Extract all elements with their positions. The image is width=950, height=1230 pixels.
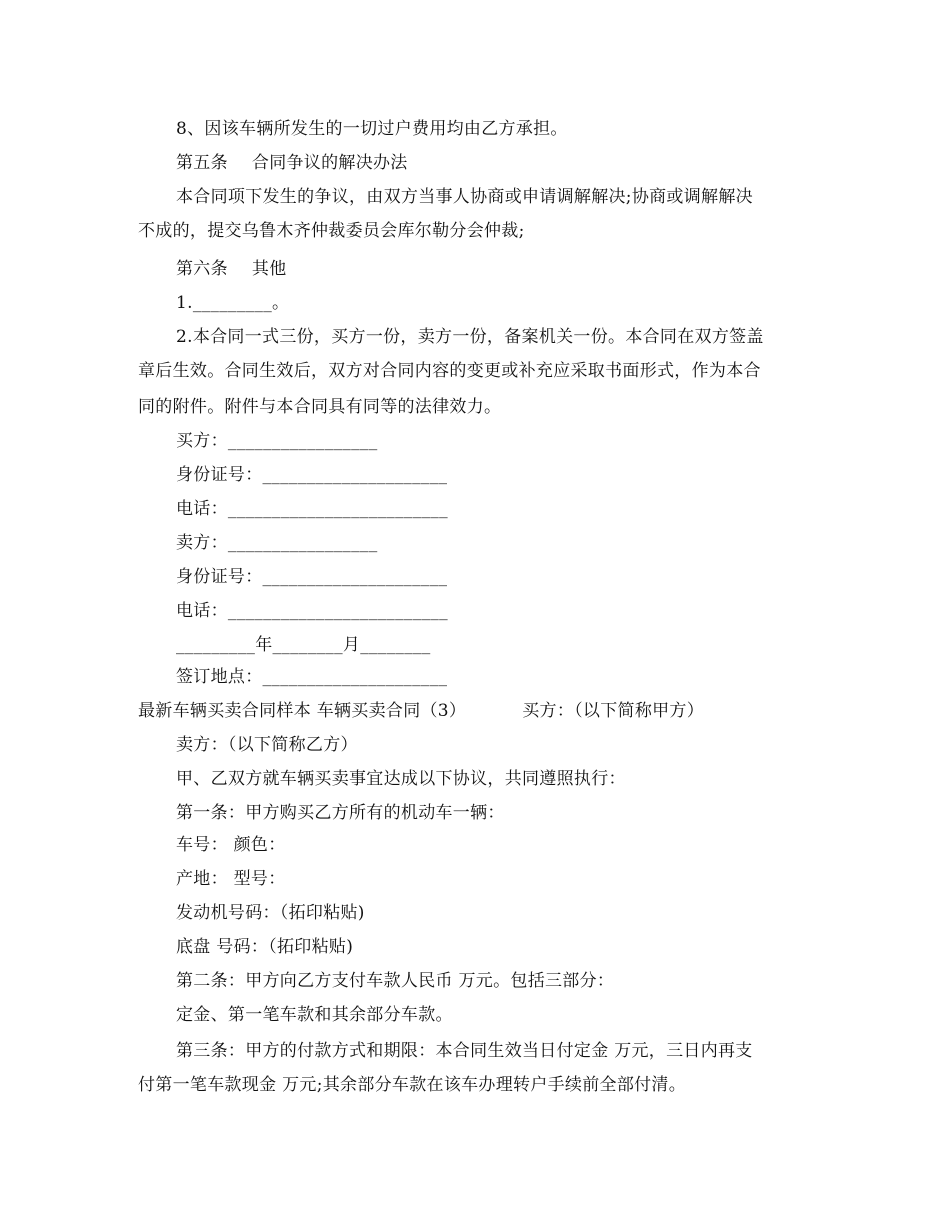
article-2-text: 第二条：甲方向乙方支付车款人民币 万元。包括三部分： [176, 971, 615, 991]
agreement-intro: 甲、乙双方就车辆买卖事宜达成以下协议，共同遵照执行： [176, 769, 626, 789]
clause-8-text: 8、因该车辆所发生的一切过户费用均由乙方承担。 [176, 119, 568, 139]
chassis-number-line: 底盘 号码：（拓印粘贴) [176, 937, 354, 957]
dispute-paragraph-line-1: 本合同项下发生的争议，由双方当事人协商或申请调解解决;协商或调解解决 [176, 187, 753, 207]
origin-model-line: 产地： 型号： [176, 869, 286, 889]
seller-phone-line: 电话：_________________________ [176, 601, 448, 621]
article-5-title: 合同争议的解决办法 [251, 153, 408, 173]
article-5-number: 第五条 [176, 153, 228, 173]
article-3-line-1: 第三条：甲方的付款方式和期限：本合同生效当日付定金 万元，三日内再支 [176, 1041, 753, 1061]
seller-id-line: 身份证号：_____________________ [176, 567, 448, 587]
article-6-number: 第六条 [176, 259, 228, 279]
party-b-definition: 卖方：（以下简称乙方） [176, 735, 358, 755]
article-5-heading [176, 152, 408, 174]
article-3-line-2: 付第一笔车款现金 万元;其余部分车款在该车办理转户手续前全部付清。 [138, 1075, 687, 1095]
other-item-2-line-1: 2.本合同一式三份，买方一份，卖方一份，备案机关一份。本合同在双方签盖 [176, 327, 764, 347]
date-line: _________年________月________ [176, 635, 431, 655]
buyer-phone-line: 电话：_________________________ [176, 499, 448, 519]
other-item-1: 1._________。 [176, 293, 290, 313]
plate-color-line: 车号： 颜色： [176, 835, 286, 855]
engine-number-line: 发动机号码：（拓印粘贴) [176, 903, 365, 923]
dispute-paragraph-line-2: 不成的，提交乌鲁木齐仲裁委员会库尔勒分会仲裁; [138, 221, 525, 241]
other-item-2-line-3: 同的附件。附件与本合同具有同等的法律效力。 [138, 397, 502, 417]
signing-place-line: 签订地点：_____________________ [176, 667, 448, 687]
contract-3-title: 最新车辆买卖合同样本 车辆买卖合同（3） [138, 701, 467, 721]
contract-3-title-line [138, 700, 704, 722]
seller-signature-line: 卖方：_________________ [176, 533, 378, 553]
other-item-2-line-2: 章后生效。合同生效后，双方对合同内容的变更或补充应采取书面形式，作为本合 [138, 361, 761, 381]
article-6-heading [176, 258, 287, 280]
party-a-definition: 买方：（以下简称甲方） [522, 701, 705, 721]
article-6-title: 其他 [251, 259, 287, 279]
buyer-signature-line: 买方：_________________ [176, 431, 378, 451]
buyer-id-line: 身份证号：_____________________ [176, 465, 448, 485]
article-1-text: 第一条：甲方购买乙方所有的机动车一辆： [176, 803, 505, 823]
payment-parts-line: 定金、第一笔车款和其余部分车款。 [176, 1005, 453, 1025]
